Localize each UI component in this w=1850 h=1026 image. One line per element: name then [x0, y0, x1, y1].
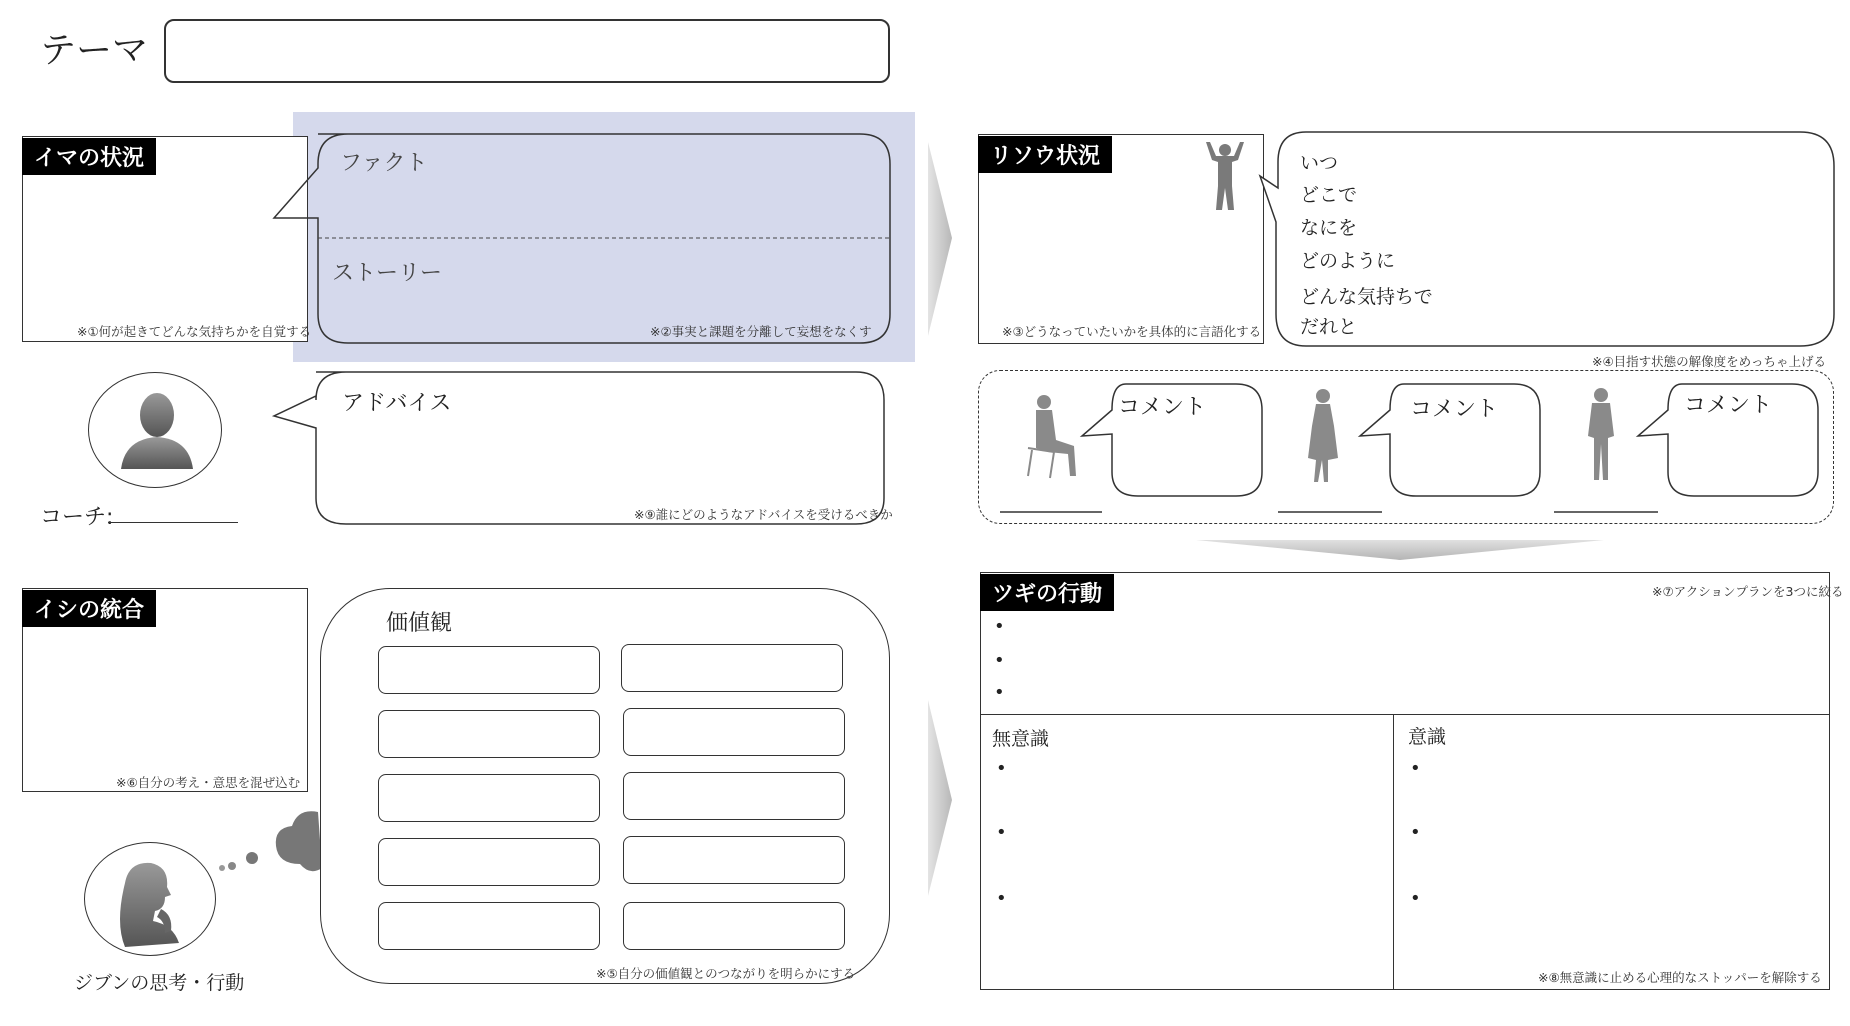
- tsugi-label: ツギの行動: [980, 574, 1114, 611]
- self-caption: ジブンの思考・行動: [74, 972, 245, 994]
- fact-label: ファクト: [340, 151, 428, 176]
- conscious-bullet[interactable]: •: [1410, 888, 1421, 909]
- riyu-prompt: どこで: [1300, 184, 1358, 206]
- standing-woman-icon: [1306, 386, 1340, 484]
- standing-man-icon: [1584, 386, 1618, 482]
- values-title: 価値観: [386, 611, 453, 636]
- comment-label: コメント: [1118, 395, 1207, 420]
- advice-label: アドバイス: [342, 391, 452, 416]
- resolution-note: ※④目指す状態の解像度をめっちゃ上げる: [1592, 354, 1827, 369]
- riyu-prompt: どのように: [1300, 250, 1396, 272]
- ima-label: イマの状況: [22, 138, 156, 175]
- tsugi-note: ※⑦アクションプランを3つに絞る: [1652, 584, 1844, 599]
- tsugi-divider-v: [1393, 714, 1394, 990]
- tsugi-box[interactable]: [980, 572, 1830, 990]
- riyu-label: リソウ状況: [978, 136, 1112, 173]
- conscious-bullet[interactable]: •: [1410, 758, 1421, 779]
- theme-label: テーマ: [40, 30, 149, 71]
- sitting-person-icon: [1024, 392, 1084, 484]
- action-bullet[interactable]: •: [994, 650, 1005, 671]
- unconscious-label: 無意識: [992, 728, 1050, 750]
- coach-label: コーチ:: [40, 505, 114, 530]
- riyu-prompt: だれと: [1300, 316, 1358, 338]
- riyu-prompt: いつ: [1300, 152, 1339, 174]
- unconscious-bullet[interactable]: •: [996, 888, 1007, 909]
- conscious-label: 意識: [1408, 726, 1447, 748]
- values-note: ※⑤自分の価値観とのつながりを明らかにする: [596, 966, 856, 981]
- riyu-prompt: どんな気持ちで: [1300, 286, 1433, 308]
- tsugi-divider-h: [980, 714, 1830, 715]
- unconscious-bullet[interactable]: •: [996, 758, 1007, 779]
- action-bullet[interactable]: •: [994, 682, 1005, 703]
- ishi-note: ※⑥自分の考え・意思を混ぜ込む: [116, 775, 301, 790]
- ishi-label: イシの統合: [22, 590, 156, 627]
- conscious-bullet[interactable]: •: [1410, 822, 1421, 843]
- comment-label: コメント: [1410, 397, 1499, 422]
- riyu-note: ※③どうなっていたいかを具体的に言語化する: [1002, 324, 1262, 339]
- comment-label: コメント: [1684, 393, 1773, 418]
- unconscious-bullet[interactable]: •: [996, 822, 1007, 843]
- riyu-prompt: なにを: [1300, 217, 1358, 239]
- story-label: ストーリー: [332, 261, 443, 286]
- stopper-note: ※⑧無意識に止める心理的なストッパーを解除する: [1538, 970, 1822, 985]
- action-bullet[interactable]: •: [994, 616, 1005, 637]
- fact-note: ※②事実と課題を分離して妄想をなくす: [650, 324, 872, 339]
- ima-note: ※①何が起きてどんな気持ちかを自覚する: [77, 324, 312, 339]
- advice-note: ※⑨誰にどのようなアドバイスを受けるべきか: [634, 507, 893, 522]
